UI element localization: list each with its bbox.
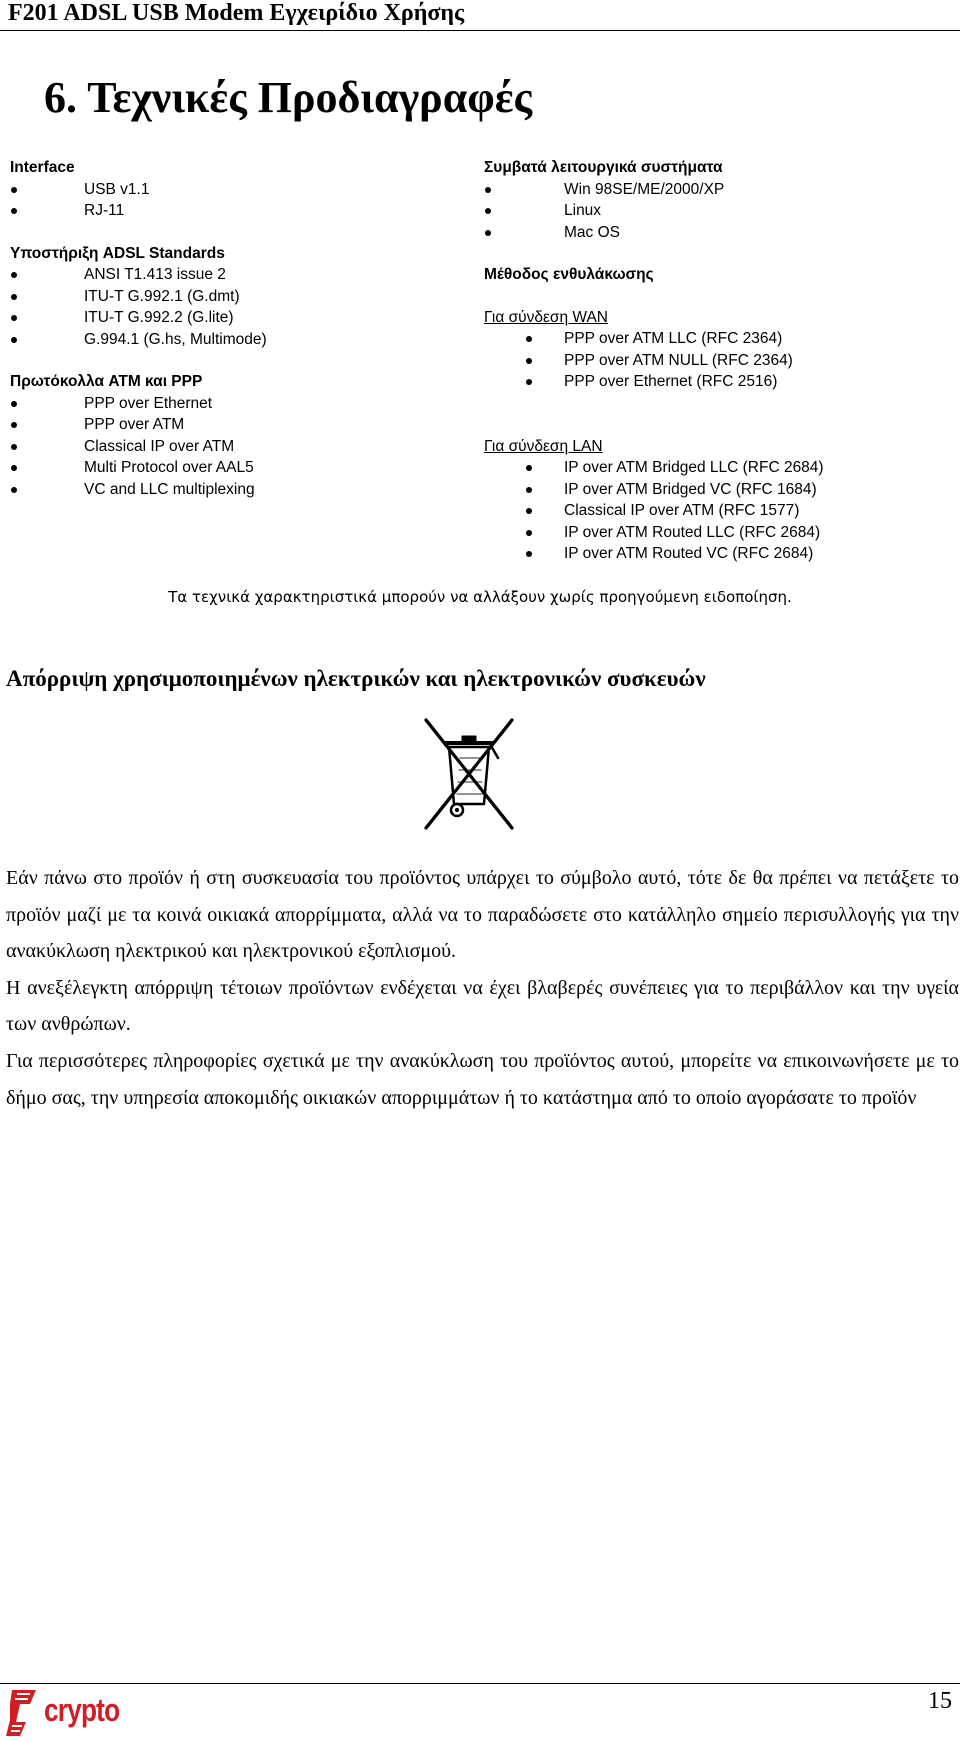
list-item: ANSI T1.413 issue 2 [10,264,470,286]
list-item: PPP over Ethernet (RFC 2516) [484,371,954,393]
bullet-icon [11,465,17,471]
list-item: PPP over ATM NULL (RFC 2364) [484,350,954,372]
bullet-icon [485,187,491,193]
bullet-icon [11,444,17,450]
crossed-out-wheelie-bin-icon [424,718,516,834]
bullet-icon [11,337,17,343]
list-item: G.994.1 (G.hs, Multimode) [10,329,470,351]
list-item: IP over ATM Routed VC (RFC 2684) [484,543,954,565]
crypto-logo-mark-icon [6,1690,36,1736]
list-item: Linux [484,200,954,222]
adsl-standards-heading: Υποστήριξη ADSL Standards [10,244,225,262]
list-item: Multi Protocol over AAL5 [10,457,470,479]
crypto-logo [6,1690,121,1736]
list-item: Classical IP over ATM [10,436,470,458]
specs-right-column [484,157,954,565]
list-item: IP over ATM Routed LLC (RFC 2684) [484,522,954,544]
chapter-title: 6. Τεχνικές Προδιαγραφές [44,73,533,122]
specs-change-notice: Τα τεχνικά χαρακτηριστικά μπορούν να αλλάξουν χωρίς προηγούμενη ειδοποίηση. [168,588,792,606]
bullet-icon [11,487,17,493]
list-item: USB v1.1 [10,179,470,201]
bullet-icon [11,315,17,321]
bullet-icon [11,272,17,278]
list-item: PPP over ATM [10,414,470,436]
bullet-icon [485,208,491,214]
encapsulation-heading: Μέθοδος ενθυλάκωσης [484,266,654,283]
running-header: F201 ADSL USB Modem Εγχειρίδιο Χρήσης [8,0,465,26]
list-item: RJ-11 [10,200,470,222]
disposal-section-title: Απόρριψη χρησιμοποιημένων ηλεκτρικών και ηλεκτρονικών συσκευών [6,666,706,691]
bullet-icon [526,530,532,536]
lan-connection-label: Για σύνδεση LAN [484,437,603,455]
list-item: Classical IP over ATM (RFC 1577) [484,500,954,522]
disposal-paragraph-2: Η ανεξέλεγκτη απόρριψη τέτοιων προϊόντων ενδέχεται να έχει βλαβερές συνέπειες για το περιβάλλον και την υγεία των ανθρώπων. [6,976,959,1036]
footer-rule [0,1683,960,1684]
disposal-paragraph-1: Εάν πάνω στο προϊόν ή στη συσκευασία του προϊόντος υπάρχει το σύμβολο αυτό, τότε δε θα πρέπει να πετάξετε το προϊόν μαζί με τα κοινά οικιακά απορρίμματα, αλλά να το παραδώσετε στο κατάλληλο σημείο περισυλλογής για την ανακύκλωση ηλεκτρικού και ηλεκτρονικού εξοπλισμού. [6,867,959,963]
list-item: Win 98SE/ME/2000/XP [484,179,954,201]
bullet-icon [526,465,532,471]
list-item: PPP over ATM LLC (RFC 2364) [484,328,954,350]
disposal-paragraph-3: Για περισσότερες πληροφορίες σχετικά με την ανακύκλωση του προϊόντος αυτού, μπορείτε να επικοινωνήσετε με το δήμο σας, την υπηρεσία αποκομιδής οικιακών απορριμμάτων ή το κατάστημα από το οποίο αγοράσατε το προϊόν [6,1049,959,1109]
list-item: ITU-T G.992.1 (G.dmt) [10,286,470,308]
bullet-icon [485,230,491,236]
bullet-icon [526,508,532,514]
page-number: 15 [928,1688,952,1714]
list-item: Mac OS [484,222,954,244]
os-heading: Συμβατά λειτουργικά συστήματα [484,159,723,176]
interface-heading: Interface [10,159,75,176]
bullet-icon [11,208,17,214]
bullet-icon [526,336,532,342]
wan-connection-label: Για σύνδεση WAN [484,308,608,326]
bullet-icon [526,487,532,493]
bullet-icon [11,422,17,428]
list-item: PPP over Ethernet [10,393,470,415]
disposal-body [6,860,959,1116]
crypto-logo-text: crypto [44,1692,120,1728]
bullet-icon [11,401,17,407]
header-rule [0,30,960,31]
specs-left-column [10,157,470,500]
bullet-icon [526,358,532,364]
bullet-icon [11,294,17,300]
list-item: VC and LLC multiplexing [10,479,470,501]
bullet-icon [526,379,532,385]
list-item: IP over ATM Bridged VC (RFC 1684) [484,479,954,501]
list-item: ITU-T G.992.2 (G.lite) [10,307,470,329]
bullet-icon [526,551,532,557]
atm-ppp-protocols-heading: Πρωτόκολλα ATM και PPP [10,373,203,390]
list-item: IP over ATM Bridged LLC (RFC 2684) [484,457,954,479]
bullet-icon [11,187,17,193]
